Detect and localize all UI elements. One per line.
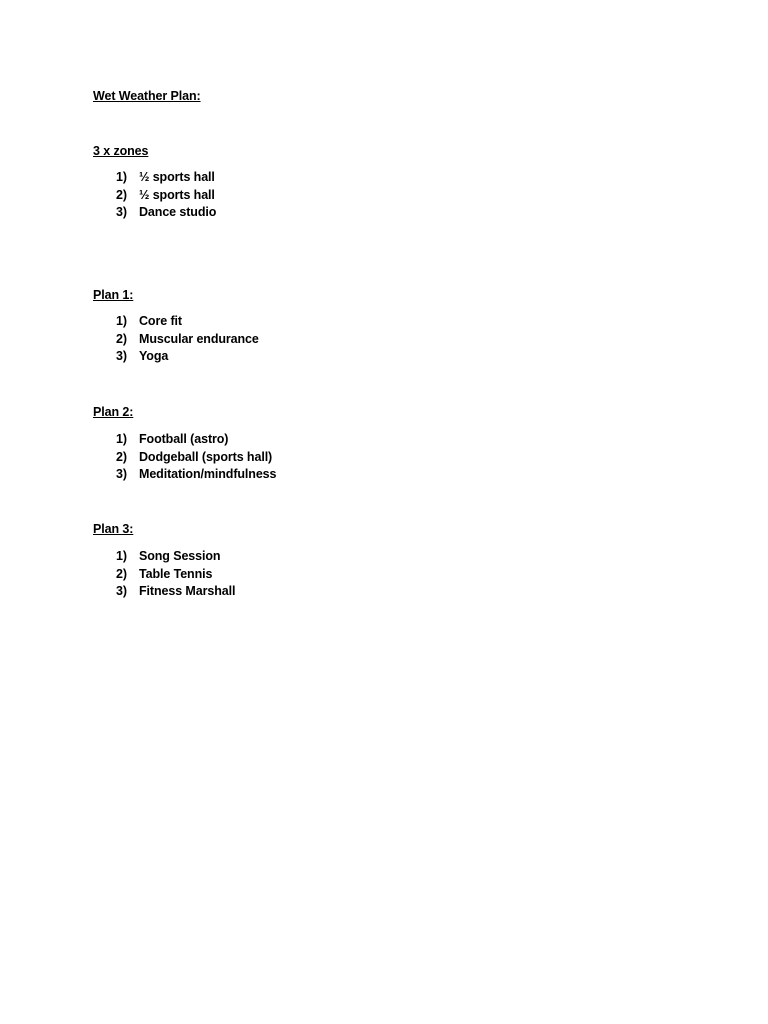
list-text: Football (astro) — [139, 432, 229, 446]
list-text: ½ sports hall — [139, 187, 215, 202]
list-text: Yoga — [139, 349, 169, 364]
list-text: Fitness Marshall — [139, 584, 236, 599]
list-number: 1) — [116, 314, 127, 328]
list-text: Meditation/mindfulness — [139, 467, 277, 482]
list-text: Dodgeball (sports hall) — [139, 449, 273, 464]
plan-3-heading: Plan 3: — [93, 522, 134, 536]
list-number: 1) — [116, 549, 127, 563]
list-number: 3) — [116, 349, 127, 364]
list-number: 3) — [116, 205, 127, 220]
zones-heading: 3 x zones — [93, 144, 149, 158]
list-text: Muscular endurance — [139, 331, 259, 346]
list-text: Core fit — [139, 314, 182, 328]
plan-2-heading: Plan 2: — [93, 405, 134, 419]
list-text: Song Session — [139, 549, 221, 563]
list-number: 2) — [116, 566, 127, 581]
list-number: 3) — [116, 584, 127, 599]
list-number: 1) — [116, 170, 127, 184]
document-title: Wet Weather Plan: — [93, 89, 201, 103]
plan-1-heading: Plan 1: — [93, 288, 134, 302]
list-text: Table Tennis — [139, 566, 213, 581]
list-number: 2) — [116, 449, 127, 464]
list-number: 2) — [116, 331, 127, 346]
list-number: 1) — [116, 432, 127, 446]
list-text: ½ sports hall — [139, 170, 215, 184]
list-number: 3) — [116, 467, 127, 482]
list-text: Dance studio — [139, 205, 217, 220]
list-number: 2) — [116, 187, 127, 202]
